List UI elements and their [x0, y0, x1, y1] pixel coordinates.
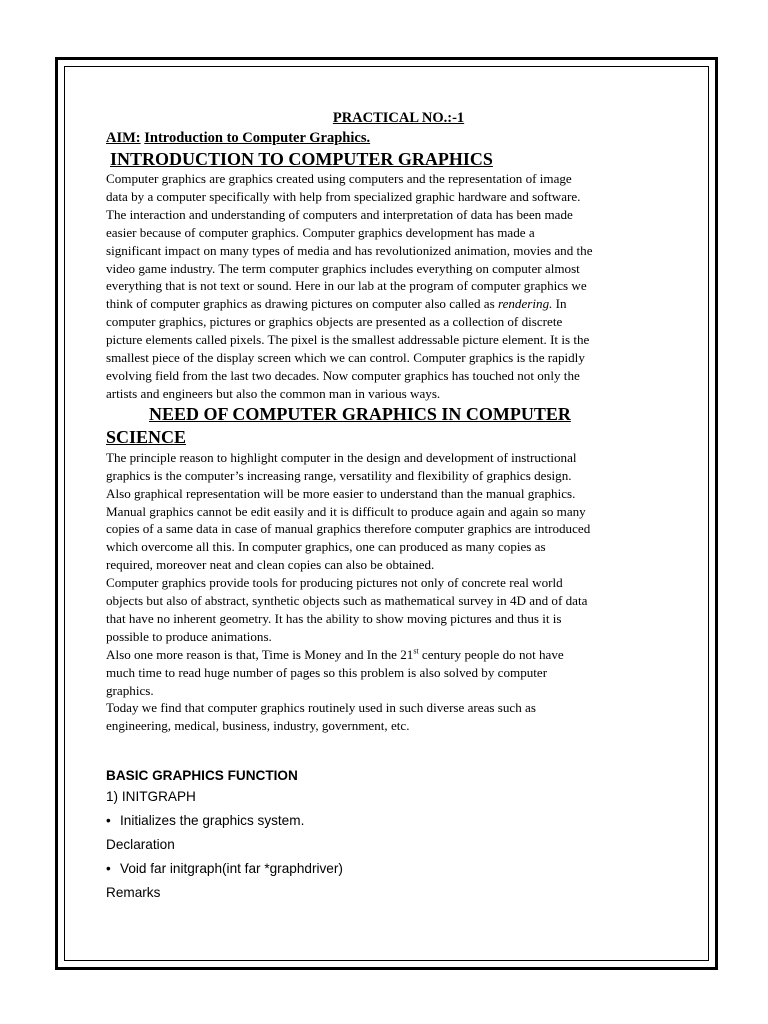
need-line: graphics is the computer’s increasing range, versatility and flexibility of graphics design. — [106, 467, 572, 483]
rendering-term: rendering. — [497, 296, 553, 312]
intro-line: The interaction and understanding of computers and interpretation of data has been made — [106, 206, 573, 222]
need-line: graphics. — [106, 682, 154, 698]
need-line: Also graphical representation will be more easier to understand than the manual graphics. — [106, 485, 576, 501]
need-line: Manual graphics cannot be edit easily and it is difficult to produce again and again so many — [106, 503, 586, 519]
need-line: Computer graphics provide tools for producing pictures not only of concrete real world — [106, 575, 563, 591]
basic-graphics-section — [106, 767, 671, 905]
need-line: engineering, medical, business, industry, government, etc. — [106, 718, 410, 734]
intro-line: video game industry. The term computer graphics includes everything on computer almost — [106, 260, 580, 276]
bullet-text: Initializes the graphics system. — [120, 813, 305, 829]
ordinal-superscript: st — [413, 646, 419, 656]
remarks-label: Remarks — [106, 885, 161, 901]
need-line-text: century people do not have — [418, 646, 564, 662]
declaration-label: Declaration — [106, 837, 175, 853]
heading-need — [106, 403, 671, 449]
intro-line: everything that is not text or sound. Here in our lab at the program of computer graphics we — [106, 278, 587, 294]
need-line: copies of a same data in case of manual graphics therefore computer graphics are introduced — [106, 521, 591, 537]
intro-line: easier because of computer graphics. Computer graphics development has made a — [106, 224, 535, 240]
intro-paragraph — [106, 170, 671, 403]
need-line: objects but also of abstract, synthetic objects such as mathematical survey in 4D and of data — [106, 593, 588, 609]
need-line: Today we find that computer graphics routinely used in such diverse areas such as — [106, 700, 536, 716]
bullet-icon: • — [106, 861, 111, 877]
intro-line: Computer graphics are graphics created using computers and the representation of image — [106, 171, 572, 186]
aim-text: Introduction to Computer Graphics. — [144, 130, 371, 146]
need-line: which overcome all this. In computer graphics, one can produced as many copies as — [106, 539, 546, 555]
bullet-text: Void far initgraph(int far *graphdriver) — [120, 861, 343, 877]
intro-line: computer graphics, pictures or graphics objects are presented as a collection of discrete — [106, 314, 563, 330]
intro-line: artists and engineers but also the common man in various ways. — [106, 385, 441, 401]
need-line: much time to read huge number of pages so this problem is also solved by computer — [106, 664, 548, 680]
need-line: that have no inherent geometry. It has the ability to show moving pictures and thus it is — [106, 610, 562, 626]
heading-introduction: INTRODUCTION TO COMPUTER GRAPHICS — [110, 149, 493, 169]
initgraph-label: 1) INITGRAPH — [106, 789, 196, 805]
need-line: required, moreover neat and clean copies can also be obtained. — [106, 557, 435, 573]
heading-need-line1: NEED OF COMPUTER GRAPHICS IN COMPUTER — [149, 403, 571, 424]
practical-number-title: PRACTICAL NO.:-1 — [332, 110, 465, 126]
intro-line: picture elements called pixels. The pixel is the smallest addressable picture element. It is the — [106, 332, 590, 348]
basic-graphics-heading: BASIC GRAPHICS FUNCTION — [106, 768, 298, 784]
need-line-21st — [106, 646, 671, 664]
bullet-icon: • — [106, 813, 111, 829]
intro-line-text: think of computer graphics as drawing pictures on computer also called as — [106, 296, 498, 312]
need-line: possible to produce animations. — [106, 628, 272, 644]
intro-line: data by a computer specifically with help from specialized graphic hardware and software. — [106, 188, 581, 204]
intro-line-rendering — [106, 295, 671, 313]
aim-line — [106, 128, 671, 148]
need-paragraph — [106, 449, 671, 736]
need-line: The principle reason to highlight computer in the design and development of instructional — [106, 449, 577, 465]
heading-need-line2: SCIENCE — [106, 426, 187, 447]
bullet-item-declaration — [106, 857, 671, 881]
bullet-item-initializes — [106, 809, 671, 833]
intro-line: evolving field from the last two decades. Now computer graphics has touched not only the — [106, 367, 580, 383]
intro-line: significant impact on many types of media and has revolutionized animation, movies and the — [106, 242, 593, 258]
intro-line-text: In — [552, 296, 567, 312]
document-body — [106, 108, 671, 905]
aim-label: AIM: — [106, 130, 141, 146]
need-line-text: Also one more reason is that, Time is Money and In the 21 — [106, 646, 414, 662]
intro-line: smallest piece of the display screen which we can control. Computer graphics is the rapidly — [106, 350, 585, 366]
